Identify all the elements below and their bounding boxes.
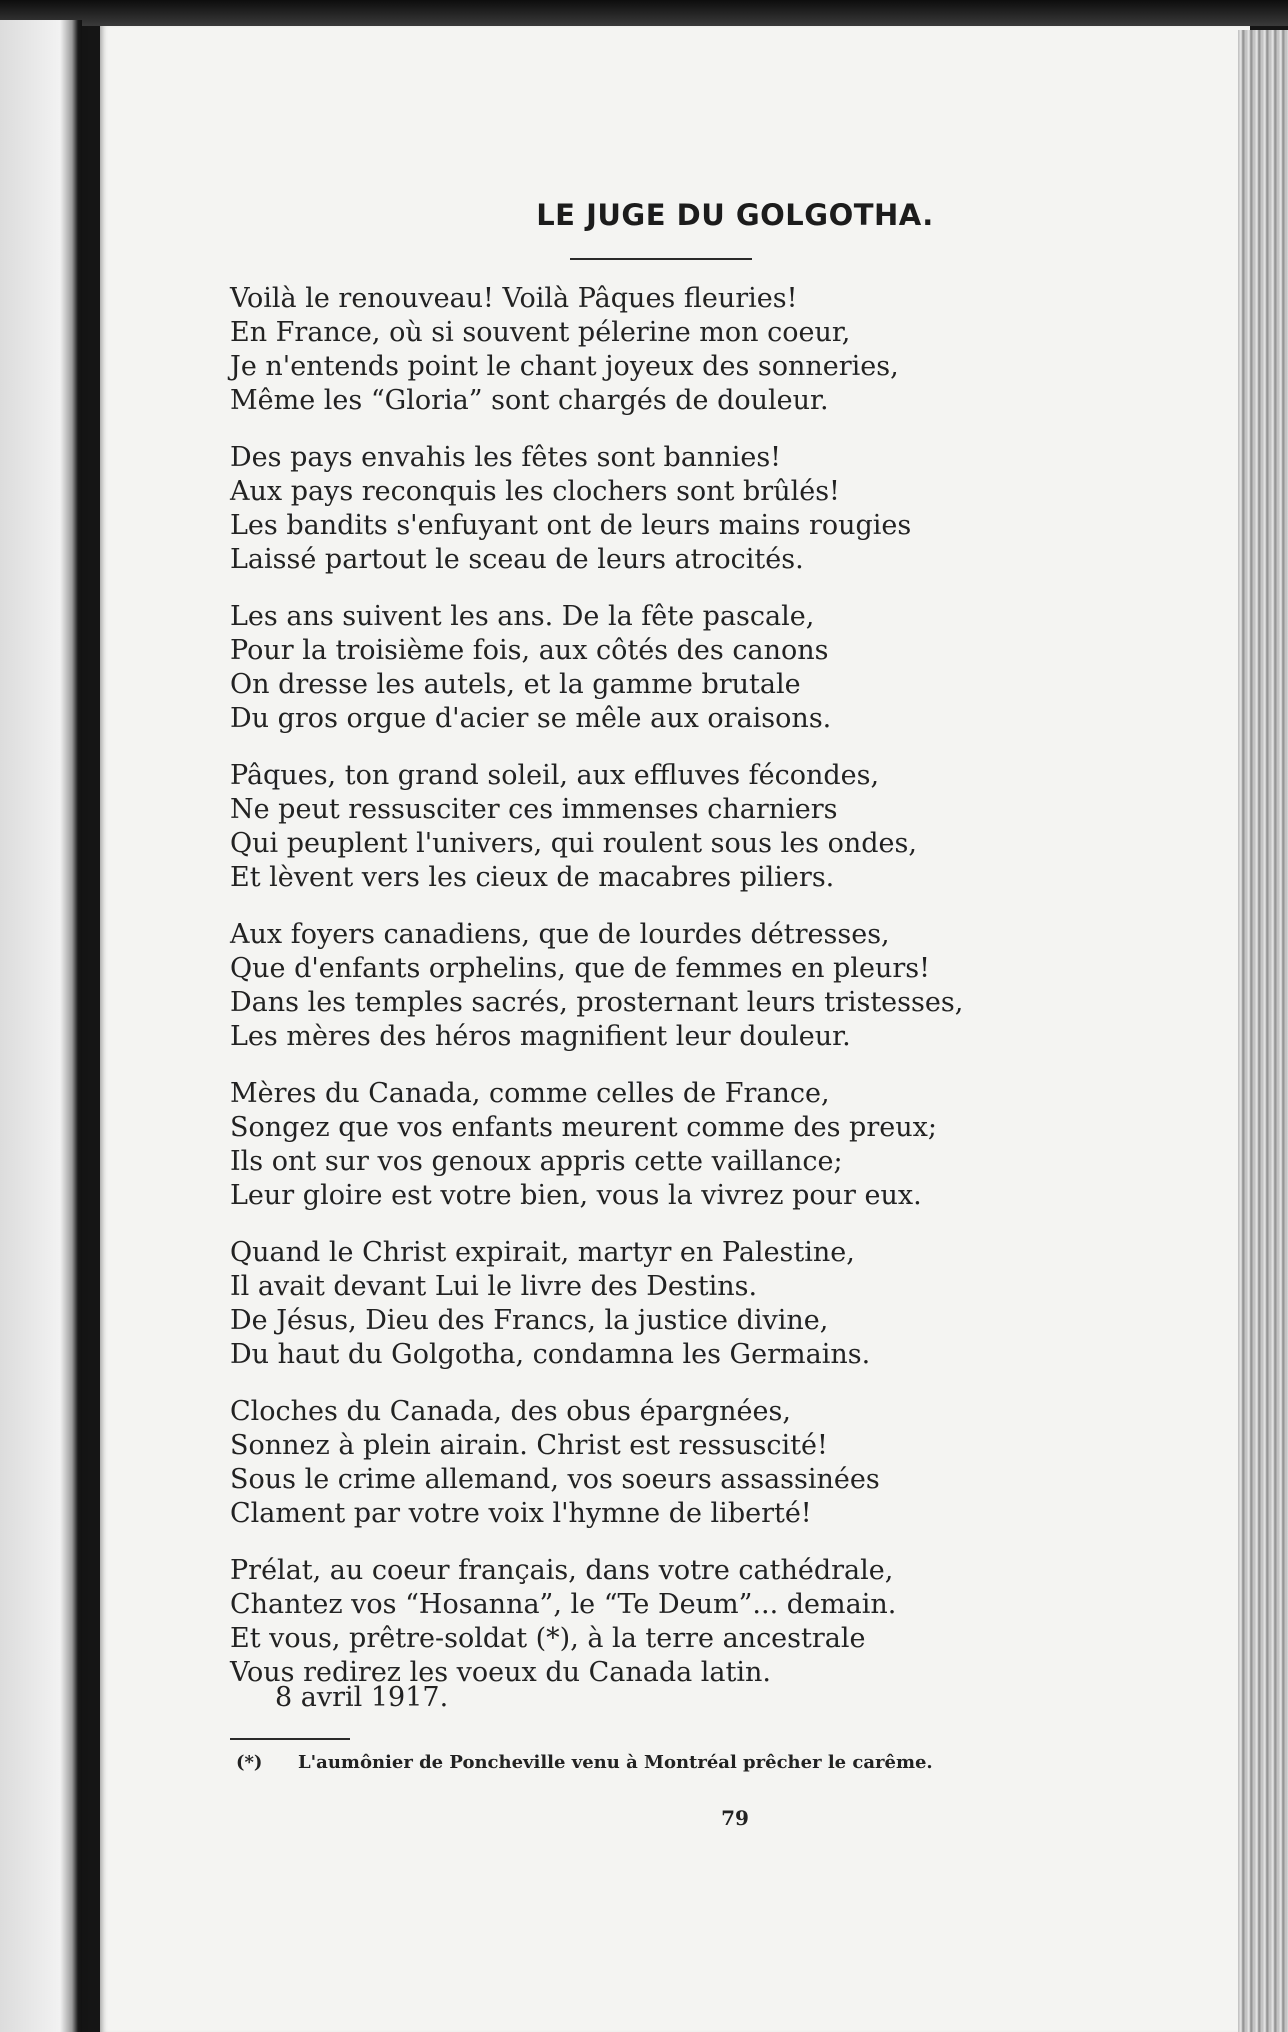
verse-line: Ils ont sur vos genoux appris cette vaillance; — [230, 1146, 843, 1177]
left-page-edge — [0, 20, 82, 2032]
verse-line: Des pays envahis les fêtes sont bannies! — [230, 442, 782, 473]
verse-line: Aux foyers canadiens, que de lourdes détresses, — [230, 919, 890, 950]
stanza — [230, 1077, 1210, 1213]
footnote — [230, 1752, 1230, 1773]
poem-body — [230, 282, 1210, 1713]
stanza — [230, 1236, 1210, 1372]
page-number: 79 — [721, 1806, 749, 1830]
book-spine — [88, 26, 100, 2032]
verse-line: Les ans suivent les ans. De la fête pascale, — [230, 601, 815, 632]
verse-line: Et lèvent vers les cieux de macabres piliers. — [230, 862, 835, 893]
poem-title: LE JUGE DU GOLGOTHA. — [536, 198, 934, 232]
verse-line: Qui peuplent l'univers, qui roulent sous les ondes, — [230, 828, 917, 859]
footnote-mark: (*) — [236, 1752, 263, 1773]
verse-line: Du haut du Golgotha, condamna les Germains. — [230, 1339, 871, 1370]
verse-line: Aux pays reconquis les clochers sont brûlés! — [230, 476, 840, 507]
verse-line: Clament par votre voix l'hymne de liberté! — [230, 1498, 812, 1529]
footnote-divider — [230, 1738, 350, 1740]
verse-line: On dresse les autels, et la gamme brutale — [230, 669, 801, 700]
stanza — [230, 1395, 1210, 1531]
footnote-text: L'aumônier de Poncheville venu à Montréal prêcher le carême. — [298, 1752, 933, 1773]
verse-line: De Jésus, Dieu des Francs, la justice divine, — [230, 1305, 829, 1336]
book-page — [100, 26, 1250, 2032]
verse-line: Pâques, ton grand soleil, aux effluves fécondes, — [230, 760, 880, 791]
verse-line: Pour la troisième fois, aux côtés des canons — [230, 635, 829, 666]
stanza — [230, 282, 1210, 418]
verse-line: Dans les temples sacrés, prosternant leurs tristesses, — [230, 987, 964, 1018]
stanza — [230, 759, 1210, 895]
verse-line: Laissé partout le sceau de leurs atrocités. — [230, 544, 804, 575]
top-shadow — [0, 0, 1288, 26]
verse-line: Il avait devant Lui le livre des Destins. — [230, 1271, 758, 1302]
stanza — [230, 918, 1210, 1054]
verse-line: Sonnez à plein airain. Christ est ressuscité! — [230, 1430, 828, 1461]
verse-line: Même les “Gloria” sont chargés de douleur. — [230, 385, 829, 416]
verse-line: Mères du Canada, comme celles de France, — [230, 1078, 830, 1109]
verse-line: Vous redirez les voeux du Canada latin. — [230, 1657, 771, 1688]
verse-line: Chantez vos “Hosanna”, le “Te Deum”... demain. — [230, 1589, 897, 1620]
stanza — [230, 600, 1210, 736]
verse-line: Songez que vos enfants meurent comme des preux; — [230, 1112, 937, 1143]
verse-line: Leur gloire est votre bien, vous la vivrez pour eux. — [230, 1180, 922, 1211]
poem-date: 8 avril 1917. — [275, 1682, 449, 1713]
verse-line: Et vous, prêtre-soldat (*), à la terre ancestrale — [230, 1623, 866, 1654]
verse-line: Les bandits s'enfuyant ont de leurs mains rougies — [230, 510, 912, 541]
verse-line: Que d'enfants orphelins, que de femmes en pleurs! — [230, 953, 930, 984]
verse-line: Sous le crime allemand, vos soeurs assassinées — [230, 1464, 880, 1495]
stanza — [230, 441, 1210, 577]
stanza — [230, 1554, 1210, 1690]
verse-line: Voilà le renouveau! Voilà Pâques fleuries! — [230, 283, 798, 314]
verse-line: Prélat, au coeur français, dans votre cathédrale, — [230, 1555, 894, 1586]
verse-line: Cloches du Canada, des obus épargnées, — [230, 1396, 791, 1427]
title-divider — [570, 258, 752, 260]
verse-line: Quand le Christ expirait, martyr en Palestine, — [230, 1237, 855, 1268]
verse-line: Les mères des héros magnifient leur douleur. — [230, 1021, 851, 1052]
verse-line: En France, où si souvent pélerine mon coeur, — [230, 317, 851, 348]
verse-line: Du gros orgue d'acier se mêle aux oraisons. — [230, 703, 832, 734]
verse-line: Ne peut ressusciter ces immenses charniers — [230, 794, 838, 825]
verse-line: Je n'entends point le chant joyeux des sonneries, — [230, 351, 899, 382]
right-page-edges — [1238, 30, 1288, 2032]
